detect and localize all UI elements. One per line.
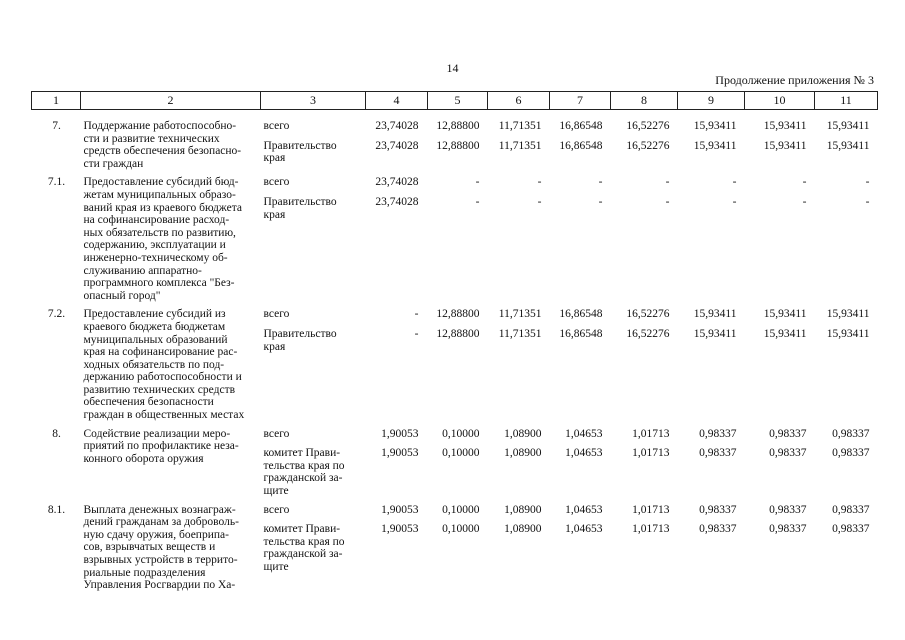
agency-value: 11,71351 <box>498 139 542 152</box>
measure-name-line: на софинансирование расход- <box>83 214 230 227</box>
executor-agency-line: Правительство <box>263 139 337 152</box>
total-value: 0,98337 <box>699 503 737 516</box>
table-row <box>32 498 878 592</box>
measure-name <box>81 302 261 421</box>
executor-agency-line: тельства края по <box>263 535 345 548</box>
total-value: 1,01713 <box>632 427 670 440</box>
continuation-note: Продолжение приложения № 3 <box>715 73 874 87</box>
value-cell <box>488 302 550 421</box>
value-cell <box>366 302 428 421</box>
value-cell <box>550 498 611 592</box>
agency-value: 1,08900 <box>504 523 542 536</box>
header-cell: 11 <box>815 92 878 110</box>
total-value: 0,98337 <box>699 427 737 440</box>
agency-value: 15,93411 <box>826 327 870 340</box>
executor-cell <box>261 498 366 592</box>
total-value: 15,93411 <box>693 308 737 321</box>
header-cell: 5 <box>428 92 488 110</box>
value-cell <box>611 422 678 498</box>
agency-value: 1,01713 <box>632 523 670 536</box>
measure-name-line: держанию работоспособности и <box>83 371 242 384</box>
measure-name-line: обеспечения безопасности <box>83 396 214 409</box>
value-cell <box>815 170 878 302</box>
value-cell <box>611 110 678 171</box>
table-row <box>32 110 878 171</box>
measure-name-line: развитию технических средств <box>83 383 236 396</box>
agency-value: 1,08900 <box>504 447 542 460</box>
funding-table <box>31 91 878 592</box>
value-cell <box>428 498 488 592</box>
agency-value: - <box>598 195 603 208</box>
header-cell: 10 <box>745 92 815 110</box>
table-body <box>32 110 878 592</box>
executor-agency-line: Правительство <box>263 327 337 340</box>
executor-total-label: всего <box>263 308 290 321</box>
value-cell <box>488 110 550 171</box>
agency-value: 0,98337 <box>769 447 807 460</box>
agency-value: - <box>414 327 419 340</box>
total-value: 23,74028 <box>375 120 419 132</box>
executor-cell <box>261 110 366 171</box>
measure-name-line: риальные подразделения <box>83 566 206 579</box>
measure-name-line: Предоставление субсидий из <box>83 308 226 321</box>
agency-value: 0,10000 <box>442 523 480 536</box>
measure-name-line: служиванию аппаратно- <box>83 264 202 277</box>
executor-total-label: всего <box>263 176 290 189</box>
measure-name-line: края на софинансирование рас- <box>83 346 238 359</box>
total-value: 16,52276 <box>626 120 670 132</box>
total-value: 1,08900 <box>504 427 542 440</box>
total-value: 1,90053 <box>381 503 419 516</box>
executor-total-label: всего <box>263 503 290 516</box>
value-cell <box>745 170 815 302</box>
agency-value: - <box>537 195 542 208</box>
table-header-row <box>32 92 878 110</box>
agency-value: - <box>475 195 480 208</box>
agency-value: 15,93411 <box>763 139 807 152</box>
header-cell: 9 <box>678 92 745 110</box>
agency-value: 1,04653 <box>565 523 603 536</box>
total-value: 1,90053 <box>381 427 419 440</box>
value-cell <box>366 170 428 302</box>
total-value: 15,93411 <box>693 120 737 132</box>
executor-total-label: всего <box>263 427 290 440</box>
executor-cell <box>261 422 366 498</box>
agency-value: 1,90053 <box>381 447 419 460</box>
value-cell <box>611 170 678 302</box>
value-cell <box>428 302 488 421</box>
value-cell <box>611 498 678 592</box>
agency-value: - <box>802 195 807 208</box>
total-value: 23,74028 <box>375 176 419 189</box>
measure-name-line: Выплата денежных вознаграж- <box>83 503 236 516</box>
total-value: 15,93411 <box>763 120 807 132</box>
table-row <box>32 422 878 498</box>
value-cell <box>678 170 745 302</box>
agency-value: - <box>865 195 870 208</box>
value-cell <box>815 498 878 592</box>
measure-name-line: ных обязательств по развитию, <box>83 226 236 239</box>
agency-value: 16,52276 <box>626 139 670 152</box>
total-value: 1,08900 <box>504 503 542 516</box>
measure-name-line: инженерно-техническому об- <box>83 251 228 264</box>
measure-name-line: муниципальных образований <box>83 333 228 346</box>
measure-name-line: Предоставление субсидий бюд- <box>83 176 239 189</box>
value-cell <box>678 110 745 171</box>
measure-name <box>81 170 261 302</box>
value-cell <box>815 110 878 171</box>
executor-agency-line: края <box>263 208 286 221</box>
value-cell <box>488 170 550 302</box>
value-cell <box>745 110 815 171</box>
total-value: 12,88800 <box>436 308 480 321</box>
measure-name-line: приятий по профилактике неза- <box>83 440 239 453</box>
executor-cell <box>261 302 366 421</box>
header-cell: 6 <box>488 92 550 110</box>
measure-name-line: граждан в общественных местах <box>83 409 245 422</box>
measure-name <box>81 498 261 592</box>
page-number: 14 <box>446 61 459 75</box>
agency-value: 15,93411 <box>763 327 807 340</box>
agency-value: 0,98337 <box>769 523 807 536</box>
agency-value: 1,01713 <box>632 447 670 460</box>
measure-name-line: содержанию, эксплуатации и <box>83 239 226 252</box>
total-value: 1,04653 <box>565 427 603 440</box>
value-cell <box>678 422 745 498</box>
executor-agency-line: щите <box>263 561 289 573</box>
header-cell: 8 <box>611 92 678 110</box>
measure-name-line: Управления Росгвардии по Ха- <box>83 579 236 592</box>
value-cell <box>745 302 815 421</box>
measure-name-line: опасный город" <box>83 289 161 302</box>
agency-value: - <box>665 195 670 208</box>
value-cell <box>366 110 428 171</box>
measure-name <box>81 422 261 498</box>
agency-value: 23,74028 <box>375 195 419 208</box>
executor-agency-line: края <box>263 340 286 353</box>
value-cell <box>678 302 745 421</box>
agency-value: 16,52276 <box>626 327 670 340</box>
executor-agency-line: комитет Прави- <box>263 523 341 536</box>
executor-agency-line: комитет Прави- <box>263 447 341 460</box>
agency-value: - <box>732 195 737 208</box>
agency-value: 0,98337 <box>832 523 870 536</box>
measure-name-line: жетам муниципальных образо- <box>83 188 236 201</box>
value-cell <box>550 110 611 171</box>
executor-agency-line: края <box>263 152 286 165</box>
header-cell: 2 <box>81 92 261 110</box>
value-cell <box>550 170 611 302</box>
agency-value: 16,86548 <box>559 139 603 152</box>
agency-value: 12,88800 <box>436 327 480 340</box>
row-number: 8.1. <box>47 503 66 516</box>
row-number: 7.1. <box>47 176 66 189</box>
measure-name <box>81 110 261 171</box>
table-row <box>32 302 878 421</box>
total-value: - <box>475 176 480 189</box>
total-value: 16,86548 <box>559 120 603 132</box>
executor-agency-line: Правительство <box>263 195 337 208</box>
total-value: 15,93411 <box>826 120 870 132</box>
total-value: - <box>414 308 419 321</box>
value-cell <box>366 498 428 592</box>
agency-value: 15,93411 <box>693 139 737 152</box>
total-value: 0,98337 <box>832 427 870 440</box>
total-value: 15,93411 <box>826 308 870 321</box>
measure-name-line: взрывных устройств в террито- <box>83 554 238 566</box>
measure-name-line: сов, взрывчатых веществ и <box>83 541 216 554</box>
total-value: - <box>865 176 870 189</box>
measure-name-line: дений гражданам за доброволь- <box>83 516 239 529</box>
agency-value: 0,98337 <box>832 447 870 460</box>
total-value: 0,10000 <box>442 427 480 440</box>
total-value: 11,71351 <box>498 120 542 132</box>
row-number: 7.2. <box>47 308 66 321</box>
agency-value: 12,88800 <box>436 139 480 152</box>
agency-value: 15,93411 <box>826 139 870 152</box>
value-cell <box>550 422 611 498</box>
total-value: - <box>598 176 603 189</box>
total-value: 16,52276 <box>626 308 670 321</box>
header-cell: 3 <box>261 92 366 110</box>
agency-value: 1,90053 <box>381 523 419 536</box>
value-cell <box>488 422 550 498</box>
agency-value: 11,71351 <box>498 327 542 340</box>
total-value: 1,01713 <box>632 503 670 516</box>
total-value: 16,86548 <box>559 308 603 321</box>
total-value: 0,10000 <box>442 503 480 516</box>
total-value: 0,98337 <box>769 503 807 516</box>
value-cell <box>428 110 488 171</box>
value-cell <box>815 302 878 421</box>
total-value: 0,98337 <box>832 503 870 516</box>
agency-value: 0,98337 <box>699 447 737 460</box>
measure-name-line: сти граждан <box>83 157 144 170</box>
header-cell: 1 <box>32 92 81 110</box>
value-cell <box>428 170 488 302</box>
value-cell <box>428 422 488 498</box>
value-cell <box>366 422 428 498</box>
total-value: - <box>732 176 737 189</box>
agency-value: 16,86548 <box>559 327 603 340</box>
total-value: 15,93411 <box>763 308 807 321</box>
agency-value: 15,93411 <box>693 327 737 340</box>
total-value: - <box>665 176 670 189</box>
executor-total-label: всего <box>263 120 290 132</box>
value-cell <box>488 498 550 592</box>
total-value: - <box>537 176 542 189</box>
agency-value: 0,10000 <box>442 447 480 460</box>
value-cell <box>815 422 878 498</box>
measure-name-line: средств обеспечения безопасно- <box>83 145 242 158</box>
row-number: 8. <box>52 427 61 440</box>
value-cell <box>745 498 815 592</box>
executor-agency-line: тельства края по <box>263 459 345 472</box>
measure-name-line: конного оборота оружия <box>83 452 204 465</box>
agency-value: 23,74028 <box>375 139 419 152</box>
value-cell <box>678 498 745 592</box>
total-value: 1,04653 <box>565 503 603 516</box>
total-value: 0,98337 <box>769 427 807 440</box>
total-value: 11,71351 <box>498 308 542 321</box>
total-value: - <box>802 176 807 189</box>
executor-agency-line: щите <box>263 485 289 498</box>
measure-name-line: ваний края из краевого бюджета <box>83 201 242 214</box>
total-value: 12,88800 <box>436 120 480 132</box>
value-cell <box>611 302 678 421</box>
table-row <box>32 170 878 302</box>
measure-name-line: ходных обязательств по под- <box>83 358 225 371</box>
measure-name-line: сти и развитие технических <box>83 132 220 145</box>
measure-name-line: Поддержание работоспособно- <box>83 120 237 132</box>
header-cell: 4 <box>366 92 428 110</box>
measure-name-line: ную сдачу оружия, боеприпа- <box>83 528 229 541</box>
value-cell <box>745 422 815 498</box>
executor-cell <box>261 170 366 302</box>
row-number: 7. <box>52 120 61 132</box>
agency-value: 0,98337 <box>699 523 737 536</box>
executor-agency-line: гражданской за- <box>263 472 343 485</box>
measure-name-line: Содействие реализации меро- <box>83 427 231 440</box>
agency-value: 1,04653 <box>565 447 603 460</box>
value-cell <box>550 302 611 421</box>
measure-name-line: программного комплекса "Без- <box>83 277 235 290</box>
measure-name-line: краевого бюджета бюджетам <box>83 320 226 333</box>
header-cell: 7 <box>550 92 611 110</box>
executor-agency-line: гражданской за- <box>263 548 343 561</box>
